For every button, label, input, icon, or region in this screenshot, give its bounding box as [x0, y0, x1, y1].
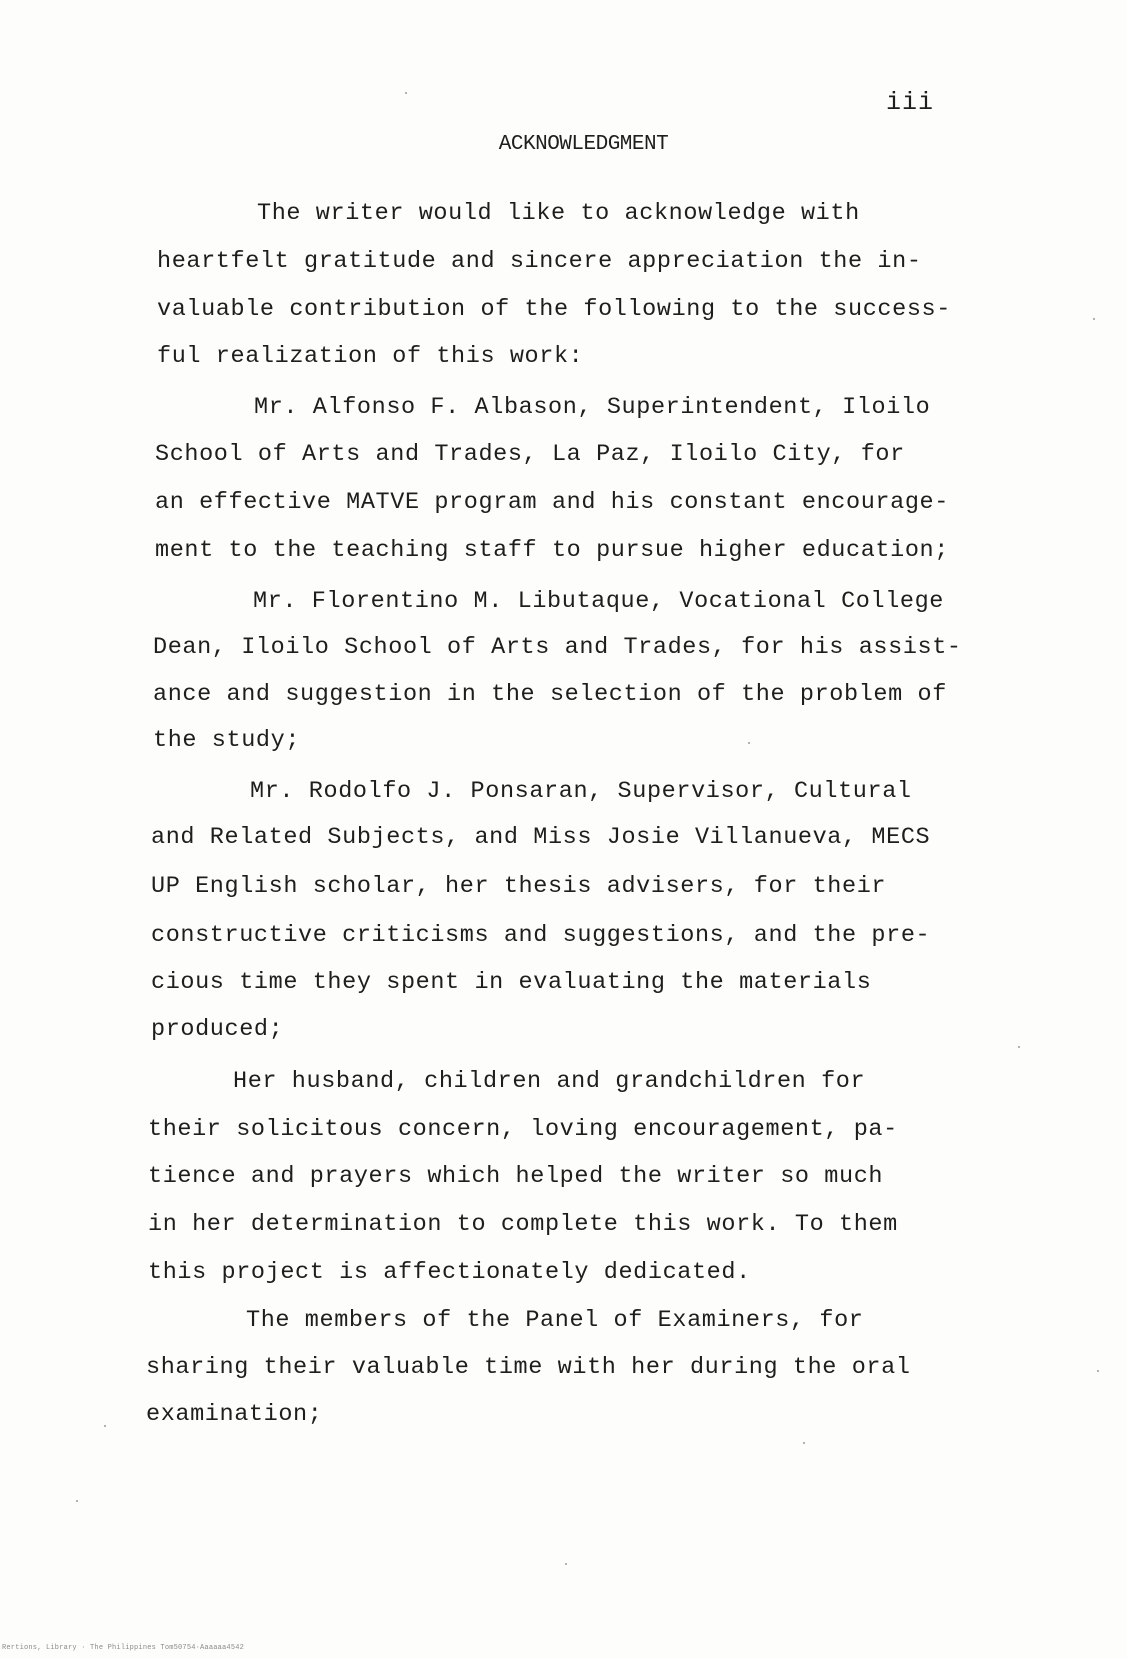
- body-line: cious time they spent in evaluating the materials: [151, 969, 872, 996]
- body-line: ful realization of this work:: [157, 343, 584, 370]
- body-line: examination;: [146, 1401, 323, 1428]
- body-line: Mr. Florentino M. Libutaque, Vocational College: [253, 588, 945, 615]
- body-line: Dean, Iloilo School of Arts and Trades, for his assist-: [153, 634, 962, 661]
- body-line: Mr. Rodolfo J. Ponsaran, Supervisor, Cultural: [250, 778, 912, 805]
- body-line: heartfelt gratitude and sincere appreciation the in-: [157, 248, 922, 275]
- scan-speck: [405, 92, 407, 94]
- page-heading: ACKNOWLEDGMENT: [498, 133, 669, 156]
- scan-speck: [748, 742, 750, 744]
- body-line: valuable contribution of the following to the success-: [157, 296, 951, 323]
- body-line: this project is affectionately dedicated.: [148, 1259, 751, 1286]
- scan-speck: [1018, 1046, 1020, 1048]
- page-number: iii: [886, 88, 935, 117]
- scan-speck: [1097, 1370, 1099, 1372]
- body-line: UP English scholar, her thesis advisers, for their: [151, 873, 887, 900]
- body-line: The writer would like to acknowledge with: [257, 200, 860, 227]
- body-line: in her determination to complete this work. To them: [148, 1211, 898, 1238]
- body-line: School of Arts and Trades, La Paz, Iloilo City, for: [155, 441, 905, 468]
- scan-speck: [76, 1500, 78, 1502]
- body-line: the study;: [153, 727, 301, 754]
- scan-speck: [565, 1563, 567, 1565]
- scan-speck: [1093, 318, 1095, 320]
- scan-speck: [803, 1442, 805, 1444]
- body-line: Mr. Alfonso F. Albason, Superintendent, Iloilo: [254, 394, 931, 421]
- body-line: their solicitous concern, loving encouragement, pa-: [148, 1116, 898, 1143]
- body-line: produced;: [151, 1016, 284, 1043]
- body-line: The members of the Panel of Examiners, for: [246, 1307, 864, 1334]
- scan-footer: Rertions, Library · The Philippines Tom50754·Aaaaaa4542: [2, 1644, 245, 1652]
- body-line: sharing their valuable time with her during the oral: [146, 1354, 911, 1381]
- body-line: tience and prayers which helped the writer so much: [148, 1163, 884, 1190]
- body-line: constructive criticisms and suggestions, and the pre-: [151, 922, 931, 949]
- body-line: and Related Subjects, and Miss Josie Villanueva, MECS: [151, 824, 931, 851]
- body-line: ment to the teaching staff to pursue higher education;: [155, 537, 949, 564]
- scan-speck: [104, 1425, 106, 1427]
- body-line: Her husband, children and grandchildren for: [233, 1068, 866, 1095]
- body-line: ance and suggestion in the selection of the problem of: [153, 681, 947, 708]
- body-line: an effective MATVE program and his constant encourage-: [155, 489, 949, 516]
